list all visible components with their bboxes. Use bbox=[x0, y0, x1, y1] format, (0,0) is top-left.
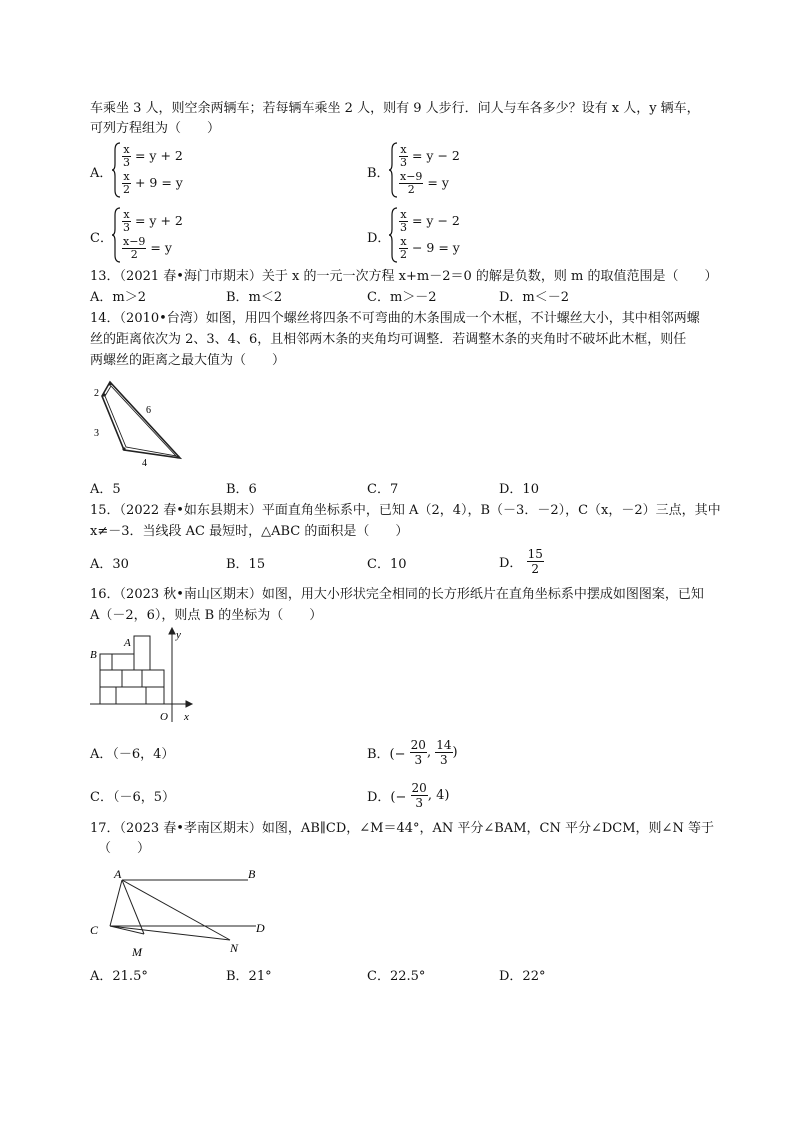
q16-rectangles-figure bbox=[88, 626, 198, 726]
q16-axis-y: y bbox=[176, 629, 181, 641]
q16-origin: O bbox=[160, 711, 168, 723]
q13-option-a: A．m＞2 bbox=[90, 290, 146, 305]
q17-option-d: D．22° bbox=[499, 969, 546, 984]
q14-label-2: 2 bbox=[94, 388, 99, 399]
q14-line2: 丝的距离依次为 2、3、4、6，且相邻两木条的夹角均可调整．若调整木条的夹角时不破坏此木框，则任 bbox=[90, 332, 687, 347]
brace-icon bbox=[112, 207, 122, 263]
q14-line1: 14．（2010•台湾）如图，用四个螺丝将四条不可弯曲的木条围成一个木框，不计螺丝大小，其中相邻两螺 bbox=[90, 311, 700, 326]
q17-option-b: B．21° bbox=[226, 969, 272, 984]
q14-label-4: 4 bbox=[142, 458, 147, 468]
q14-line3: 两螺丝的距离之最大值为（ ） bbox=[90, 353, 286, 368]
q15-option-d: D． $\frac{15}{2}$ bbox=[499, 547, 543, 576]
q16-option-c: C．（－6，5） bbox=[90, 790, 175, 805]
q15-line1: 15．（2022 春•如东县期末）平面直角坐标系中，已知 A（2，4），B（－3．－2），C（x，－2）三点，其中 bbox=[90, 503, 721, 518]
q13-option-d: D．m＜－2 bbox=[499, 290, 570, 305]
q17-point-m: M bbox=[132, 945, 142, 959]
q15-option-b: B．15 bbox=[226, 557, 266, 572]
q12-option-d-system: $\frac{x}{3}$ = y − 2 $\frac{x}{2}$ − 9 = y bbox=[389, 207, 509, 263]
q14-option-a: A．5 bbox=[90, 482, 121, 497]
q12-option-a-system: $\frac{x}{3}$ = y + 2 $\frac{x}{2}$ + 9 = y bbox=[112, 142, 232, 198]
q13-option-b: B．m＜2 bbox=[226, 290, 283, 305]
q16-option-a: A．（－6，4） bbox=[90, 747, 175, 762]
q16-line1: 16．（2023 秋•南山区期末）如图，用大小形状完全相同的长方形纸片在直角坐标系中摆成如图图案，已知 bbox=[90, 587, 704, 602]
q15-option-c: C．10 bbox=[367, 557, 407, 572]
q16-line2: A（－2，6），则点 B 的坐标为（ ） bbox=[90, 608, 323, 623]
q14-label-3: 3 bbox=[94, 428, 99, 439]
q17-line2: （ ） bbox=[98, 841, 151, 856]
q14-option-b: B．6 bbox=[226, 482, 257, 497]
q17-point-b: B bbox=[248, 867, 256, 881]
brace-icon bbox=[389, 207, 399, 263]
q12-option-c-label: C． bbox=[90, 231, 113, 246]
q12-line1: 车乘坐 3 人，则空余两辆车；若每辆车乘坐 2 人，则有 9 人步行．问人与车各多少？设有 x 人，y 辆车， bbox=[90, 101, 700, 116]
q12-option-b-system: $\frac{x}{3}$ = y − 2 $\frac{x-9}{2}$ = y bbox=[389, 142, 509, 198]
q13-text: 13．（2021 春•海门市期末）关于 x 的一元一次方程 x+m－2＝0 的解是负数，则 m 的取值范围是（ ） bbox=[90, 269, 718, 284]
q12-option-b-label: B． bbox=[367, 166, 390, 181]
q17-option-a: A．21.5° bbox=[90, 969, 148, 984]
q17-parallel-lines-figure bbox=[86, 862, 276, 962]
q12-option-d-label: D． bbox=[367, 231, 391, 246]
q17-point-d: D bbox=[256, 921, 265, 935]
q16-point-b: B bbox=[90, 649, 97, 661]
brace-icon bbox=[389, 142, 399, 198]
q16-option-d: D．(− $\frac{20}{3}$ , 4) bbox=[367, 781, 450, 810]
q17-point-a: A bbox=[114, 867, 122, 881]
q14-option-d: D．10 bbox=[499, 482, 539, 497]
q17-point-n: N bbox=[230, 941, 239, 955]
q14-option-c: C．7 bbox=[367, 482, 399, 497]
q16-option-b: B．(− $\frac{20}{3}$ , $\frac{14}{3}$ ) bbox=[367, 738, 458, 767]
q17-point-c: C bbox=[90, 923, 99, 937]
q17-option-c: C．22.5° bbox=[367, 969, 426, 984]
q15-line2: x≠－3．当线段 AC 最短时，△ABC 的面积是（ ） bbox=[90, 524, 409, 539]
q16-point-a: A bbox=[124, 637, 131, 649]
q17-line1: 17．（2023 春•孝南区期末）如图，AB∥CD，∠M＝44°，AN 平分∠BAM，CN 平分∠DCM，则∠N 等于 bbox=[90, 821, 714, 836]
brace-icon bbox=[112, 142, 122, 198]
q12-option-a-label: A． bbox=[90, 166, 113, 181]
q14-wooden-frame-figure bbox=[88, 378, 198, 468]
q12-line2: 可列方程组为（ ） bbox=[90, 121, 221, 136]
q15-option-a: A．30 bbox=[90, 557, 129, 572]
q13-option-c: C．m＞－2 bbox=[367, 290, 437, 305]
q14-label-6: 6 bbox=[146, 405, 151, 416]
q16-axis-x: x bbox=[184, 711, 189, 723]
q12-option-c-system: $\frac{x}{3}$ = y + 2 $\frac{x-9}{2}$ = y bbox=[112, 207, 232, 263]
